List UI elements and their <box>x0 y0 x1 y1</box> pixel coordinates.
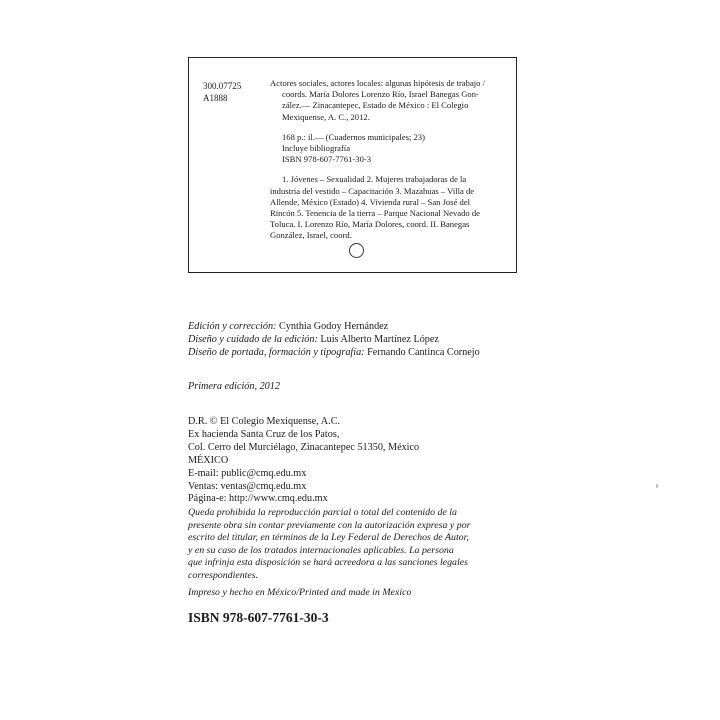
card-title-line: zález.— Zinacantepec, Estado de México : El Colegio <box>282 100 469 111</box>
call-number-class: 300.07725 <box>203 81 242 91</box>
card-subject-line: Toluca. I. Lorenzo Río, María Dolores, coord. II. Banegas <box>270 219 470 230</box>
credit-cover <box>188 347 480 360</box>
rights-line: MÉXICO <box>188 454 229 466</box>
card-description-line: 168 p.: il.— (Cuadernos municipales; 23) <box>282 131 425 142</box>
card-title-line: Mexiquense, A. C., 2012. <box>282 111 370 122</box>
rights-line: Col. Cerro del Murciélago, Zinacantepec 51350, México <box>188 441 420 453</box>
call-number-cutter: A1888 <box>203 93 228 103</box>
legal-line: y en su caso de los tratados internacionales aplicables. La persona <box>188 544 454 556</box>
credit-value: Cynthia Godoy Hernández <box>279 321 389 332</box>
credit-editing <box>188 321 480 334</box>
card-hole-icon <box>349 243 364 258</box>
legal-line: Queda prohibida la reproducción parcial o total del contenido de la <box>188 507 457 518</box>
credit-label: Edición y corrección: <box>188 321 277 332</box>
credit-value: Luis Alberto Martínez López <box>320 333 439 345</box>
edition-note: Primera edición, 2012 <box>188 381 280 392</box>
credit-value: Fernando Cantinca Cornejo <box>367 346 480 358</box>
card-subject-line: Rincón 5. Tenencia de la tierra – Parque Nacional Nevado de <box>270 208 480 219</box>
rights-sales-email: Ventas: ventas@cmq.edu.mx <box>188 480 307 492</box>
paper-speck <box>656 484 658 488</box>
legal-line: presente obra sin contar previamente con la autorización expresa y por <box>188 519 471 531</box>
legal-line: escrito del titular, en términos de la Ley Federal de Derechos de Autor, <box>188 532 469 544</box>
rights-line: Ex hacienda Santa Cruz de los Patos, <box>188 428 340 440</box>
credit-design <box>188 334 480 347</box>
card-subject-line: González, Israel, coord. <box>270 230 352 241</box>
rights-line: D.R. © El Colegio Mexiquense, A.C. <box>188 416 341 427</box>
call-number <box>203 80 241 104</box>
credits <box>188 321 480 359</box>
rights-block <box>188 416 419 506</box>
card-subject-line: industria del vestido – Capacitación 3. Mazahuas – Villa de <box>270 185 475 196</box>
card-description-line: ISBN 978-607-7761-30-3 <box>282 154 372 165</box>
credit-label: Diseño y cuidado de la edición: <box>188 333 318 345</box>
card-description-line: Incluye bibliografía <box>282 143 351 154</box>
legal-line: que infrinja esta disposición se hará acreedora a las sanciones legales <box>188 557 468 569</box>
legal-line: correspondientes. <box>188 569 259 581</box>
isbn: ISBN 978-607-7761-30-3 <box>188 610 329 625</box>
rights-website: Página-e: http://www.cmq.edu.mx <box>188 493 328 505</box>
rights-email: E-mail: public@cmq.edu.mx <box>188 467 307 479</box>
card-subject-line: Allende, México (Estado) 4. Vivienda rural – San José del <box>270 196 471 207</box>
printed-in-note: Impreso y hecho en México/Printed and made in Mexico <box>188 587 412 598</box>
legal-notice <box>188 507 488 583</box>
catalog-card-body <box>270 78 508 242</box>
credit-label: Diseño de portada, formación y tipografía: <box>188 346 365 358</box>
catalog-card <box>188 57 517 273</box>
card-title-line: coords. María Dolores Lorenzo Río, Israel Banegas Gon- <box>282 89 479 100</box>
card-subject-line: 1. Jóvenes – Sexualidad 2. Mujeres trabajadoras de la <box>282 174 467 185</box>
card-title-line: Actores sociales, actores locales: algunas hipótesis de trabajo / <box>270 78 486 88</box>
